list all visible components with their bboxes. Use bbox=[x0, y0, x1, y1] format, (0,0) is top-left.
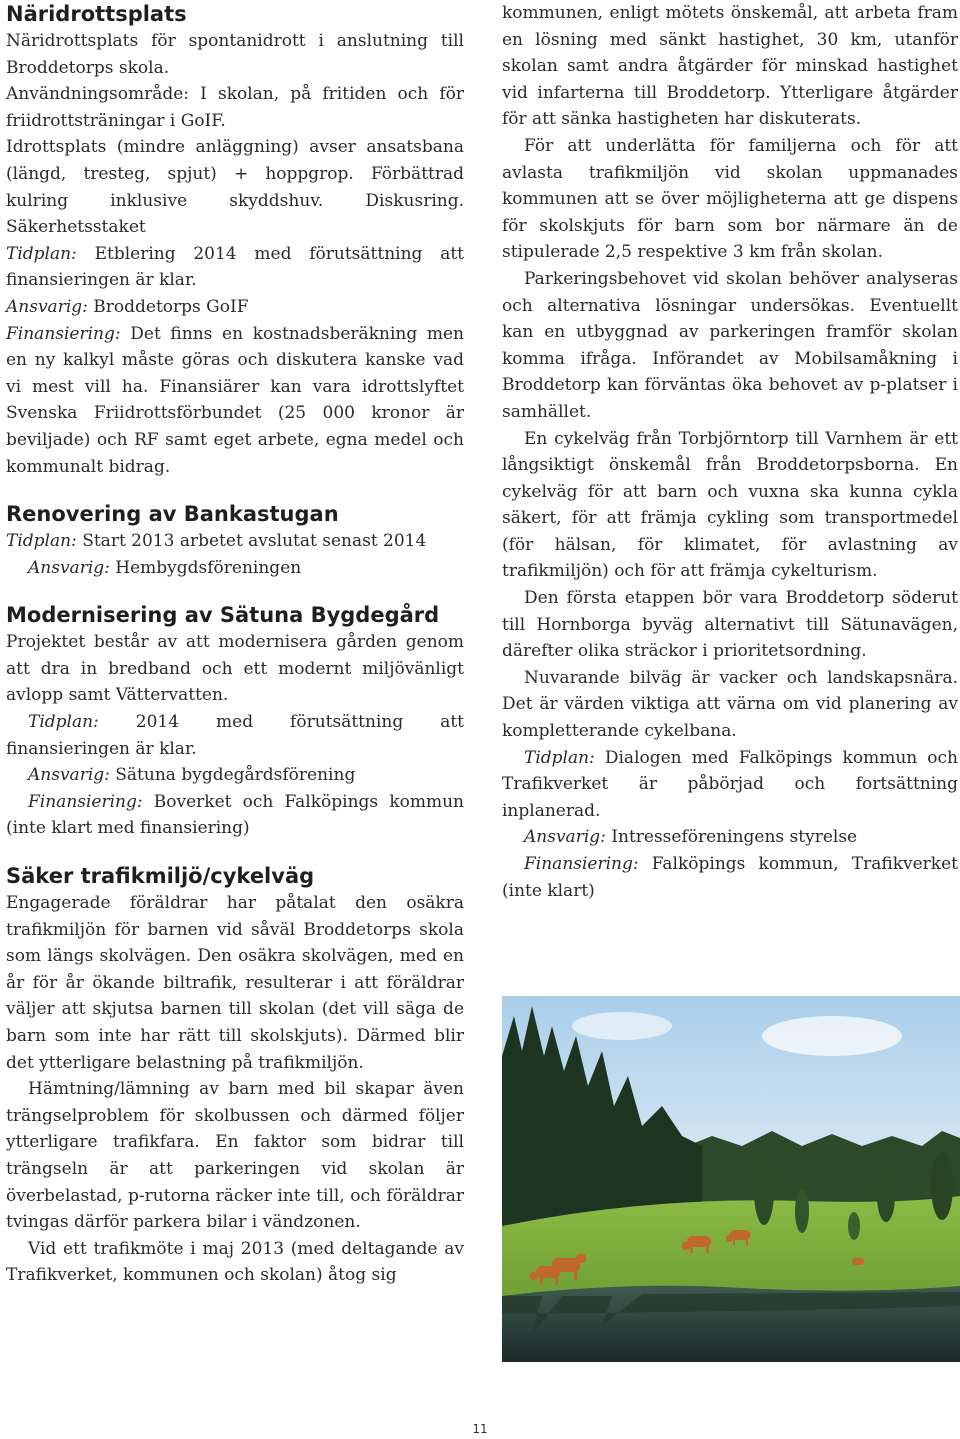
paragraph: Nuvarande bilväg är vacker och landskapsnära. Det är värden viktiga att värna om vid planering av kompletterande cykelbana. bbox=[502, 667, 958, 742]
value-ansvarig: Broddetorps GoIF bbox=[87, 296, 249, 317]
paragraph: För att underlätta för familjerna och för att avlasta trafikmiljön vid skolan uppmanades kommunen att se över möjligheterna att ge dispens för skolskjuts för barn som bor närmare än de stipulerade 2,5 respektive 3 km från skolan. bbox=[502, 135, 958, 263]
value-finansiering: Det finns en kostnadsberäkning men en ny kalkyl måste göras och diskutera kanske vad vi mest vill ha. Finansiärer kan vara idrottslyftet Svenska Friidrottsförbundet (25 000 kronor är beviljade) och RF samt eget arbete, egna medel och kommunalt bidrag. bbox=[6, 323, 464, 477]
ansvarig-line bbox=[6, 555, 464, 582]
value-tidplan: Dialogen med Falköpings kommun och Trafikverket är påbörjad och fortsättning inplanerad. bbox=[502, 747, 958, 821]
paragraph: Parkeringsbehovet vid skolan behöver analyseras och alternativa lösningar undersökas. Eventuellt kan en utbyggnad av parkeringen framför skolan komma ifråga. Införandet av Mobilsamåkning i Broddetorp kan förväntas öka behovet av p-platser i samhället. bbox=[502, 268, 958, 422]
ansvarig-line bbox=[6, 294, 464, 321]
label-tidplan: Tidplan: bbox=[6, 243, 77, 264]
label-tidplan: Tidplan: bbox=[28, 712, 99, 733]
label-finansiering: Finansiering: bbox=[6, 323, 121, 344]
finansiering-line bbox=[6, 321, 464, 481]
juniper bbox=[931, 1152, 953, 1220]
heading-naridrottsplats: Näridrottsplats bbox=[6, 2, 187, 26]
label-ansvarig: Ansvarig: bbox=[524, 827, 606, 848]
heading-satuna-bygdegard: Modernisering av Sätuna Bygdegård bbox=[6, 603, 440, 628]
cloud bbox=[572, 1012, 672, 1040]
paragraph: Projektet består av att modernisera gården genom att dra in bredband och ett modernt miljövänligt avlopp samt Vättervatten. bbox=[6, 632, 464, 706]
label-tidplan: Tidplan: bbox=[6, 531, 77, 552]
juniper bbox=[795, 1189, 809, 1233]
value-ansvarig: Intresseföreningens styrelse bbox=[605, 827, 858, 848]
cloud bbox=[762, 1016, 902, 1056]
landscape-photo bbox=[502, 996, 960, 1362]
value-finansiering: Boverket och Falköpings kommun (inte klart med finansiering) bbox=[6, 791, 464, 839]
value-tidplan: Start 2013 arbetet avslutat senast 2014 bbox=[76, 531, 427, 552]
label-ansvarig: Ansvarig: bbox=[6, 296, 88, 317]
value-ansvarig: Sätuna bygdegårdsförening bbox=[109, 765, 356, 786]
paragraph: Engagerade föräldrar har påtalat den osäkra trafikmiljön för barnen vid såväl Broddetorps skola som längs skolvägen. Den osäkra skolvägen, med en år för år ökande biltrafik, resulterar i att föräldrar väljer att skjutsa barnen till skolan (det vill säga de barn som inte har rätt till skolskjuts). Därmed blir det ytterligare belastning på trafikmiljön. bbox=[6, 893, 464, 1073]
paragraph: Näridrottsplats för spontanidrott i anslutning till Broddetorps skola. bbox=[6, 31, 464, 78]
tidplan-line bbox=[6, 709, 464, 762]
finansiering-line bbox=[6, 789, 464, 842]
heading-saker-trafikmiljo: Säker trafikmiljö/cykelväg bbox=[6, 864, 315, 889]
value-tidplan: 2014 med förutsättning att finansieringen är klar. bbox=[6, 712, 464, 759]
juniper bbox=[754, 1157, 774, 1225]
paragraph: En cykelväg från Torbjörntorp till Varnhem är ett långsiktigt önskemål från Broddetorpsborna. En cykelväg för att barn och vuxna ska kunna cykla säkert, för att främja cykling som transportmedel (för hälsan, för klimatet, för avlastning av trafikmiljön) och för att främja cykelturism. bbox=[502, 428, 958, 582]
heading-bankastugan: Renovering av Bankastugan bbox=[6, 502, 339, 527]
left-column bbox=[6, 0, 464, 1289]
value-finansiering: Falköpings kommun, Trafikverket (inte klart) bbox=[502, 854, 958, 901]
juniper bbox=[848, 1212, 860, 1240]
finansiering-line bbox=[502, 851, 958, 904]
label-finansiering: Finansiering: bbox=[28, 791, 143, 812]
tidplan-line bbox=[6, 241, 464, 294]
tidplan-line bbox=[6, 528, 464, 555]
paragraph: Vid ett trafikmöte i maj 2013 (med deltagande av Trafikverket, kommunen och skolan) åtog sig bbox=[6, 1238, 464, 1286]
label-ansvarig: Ansvarig: bbox=[28, 557, 110, 578]
right-column bbox=[502, 0, 958, 904]
value-tidplan: Etblering 2014 med förutsättning att finansieringen är klar. bbox=[6, 243, 464, 291]
label-finansiering: Finansiering: bbox=[524, 854, 639, 874]
paragraph: Hämtning/lämning av barn med bil skapar även trängselproblem för skolbussen och därmed följer ytterligare trafikfara. En faktor som bidrar till trängseln är att parkeringen vid skolan är överbelastad, p-rutorna räcker inte till, och föräldrar tvingas därför parkera bilar i vändzonen. bbox=[6, 1079, 464, 1233]
page-number: 11 bbox=[472, 1422, 488, 1436]
value-ansvarig: Hembygdsföreningen bbox=[109, 557, 302, 578]
label-tidplan: Tidplan: bbox=[524, 747, 595, 768]
landscape-illustration bbox=[502, 996, 960, 1362]
label-ansvarig: Ansvarig: bbox=[28, 765, 110, 786]
paragraph: Användningsområde: I skolan, på fritiden och för friidrottsträningar i GoIF. bbox=[6, 84, 464, 131]
paragraph: Den första etappen bör vara Broddetorp söderut till Hornborga byväg alternativt till Sätunavägen, därefter olika sträckor i prioritetsordning. bbox=[502, 588, 958, 662]
tidplan-line bbox=[502, 745, 958, 825]
juniper bbox=[877, 1170, 895, 1222]
paragraph: Idrottsplats (mindre anläggning) avser ansatsbana (längd, tresteg, spjut) + hoppgrop. Förbättrad kulring inklusive skyddshuv. Diskusring. Säkerhetsstaket bbox=[6, 137, 464, 238]
ansvarig-line bbox=[502, 824, 958, 851]
ansvarig-line bbox=[6, 762, 464, 789]
paragraph: kommunen, enligt mötets önskemål, att arbeta fram en lösning med sänkt hastighet, 30 km, utanför skolan samt andra åtgärder för minskad hastighet vid infarterna till Broddetorp. Ytterligare åtgärder för att sänka hastigheten har diskuterats. bbox=[502, 3, 958, 130]
